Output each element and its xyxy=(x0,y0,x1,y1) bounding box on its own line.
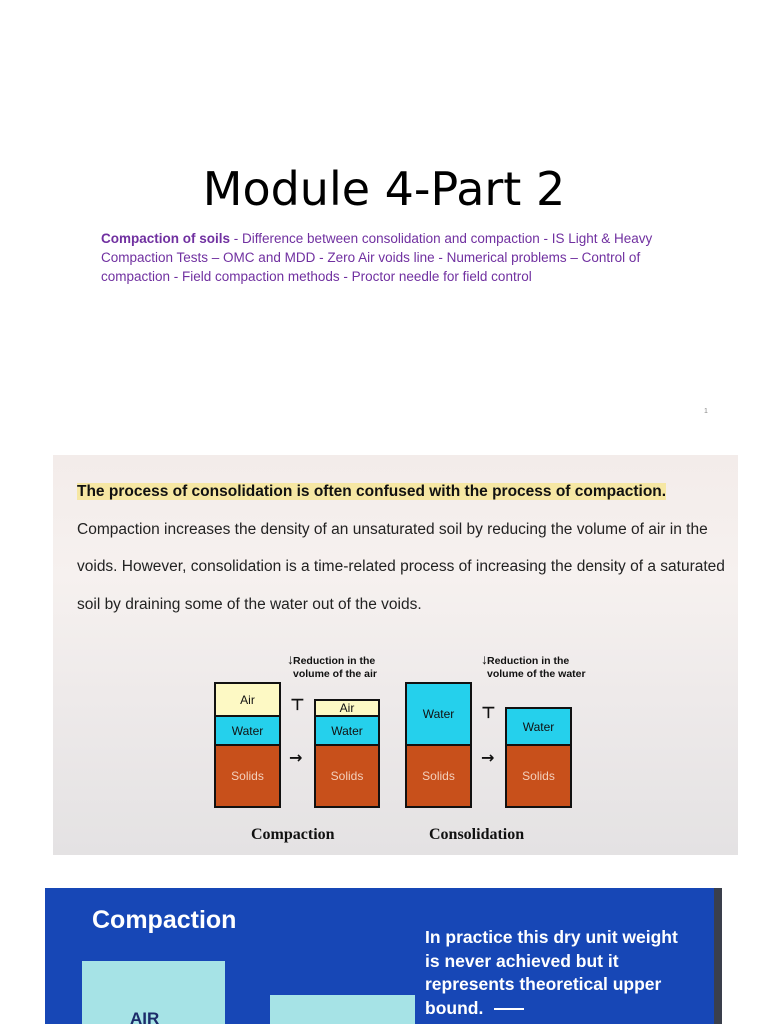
right-arrow-icon: → xyxy=(481,748,495,767)
compaction-after-air: Air xyxy=(314,699,380,717)
air-box-label: AIR xyxy=(130,1009,160,1024)
note-air-reduction: ↓ Reduction in the volume of the air xyxy=(287,651,378,680)
phase-box xyxy=(270,995,415,1024)
slide3-note xyxy=(425,926,695,1020)
down-arrow-icon: ↓ xyxy=(481,651,488,667)
consolidation-before-water: Water xyxy=(405,682,472,746)
syllabus-details: - Difference between consolidation and compaction - IS Light & Heavy Compaction Tests – OMC and MDD - Zero Air voids line - Numerical problems – Control of compaction - Field compaction methods - Proctor needle for field control xyxy=(101,231,653,284)
note-water-reduction: ↓ Reduction in the volume of the water xyxy=(481,651,586,680)
syllabus-topic: Compaction of soils xyxy=(101,231,231,246)
slide-title xyxy=(0,0,768,430)
lead-highlight: The process of consolidation is often confused with the process of compaction. xyxy=(77,483,667,500)
compaction-before-air: Air xyxy=(214,682,281,717)
compaction-before-solids: Solids xyxy=(214,744,281,808)
slide-consolidation-vs-compaction xyxy=(53,455,738,855)
down-arrow-icon: ↓ xyxy=(287,651,294,667)
air-box xyxy=(82,961,225,1024)
consolidation-before-solids: Solids xyxy=(405,744,472,808)
slide2-text xyxy=(77,473,727,623)
up-arrow-icon: ⊤ xyxy=(290,695,305,714)
slide3-title: Compaction xyxy=(92,906,237,934)
lead-sentence xyxy=(77,473,727,511)
caption-consolidation: Consolidation xyxy=(429,826,525,843)
body-paragraph: Compaction increases the density of an unsaturated soil by reducing the volume of air in the voids. However, consolidation is a time-related process of increasing the density of a saturated soil by draining some of the water out of the voids. xyxy=(77,520,725,613)
slide3-note-text: In practice this dry unit weight is never achieved but it represents theoretical upper bound. xyxy=(425,927,678,1018)
compaction-after-water: Water xyxy=(314,715,380,746)
consolidation-after-water: Water xyxy=(505,707,572,746)
pointer-arrow-icon xyxy=(494,1008,524,1010)
page-number: 1 xyxy=(704,408,708,415)
caption-compaction: Compaction xyxy=(251,826,335,843)
phase-diagram xyxy=(53,645,738,855)
compaction-before-water: Water xyxy=(214,715,281,746)
slide-compaction xyxy=(45,888,722,1024)
consolidation-after-solids: Solids xyxy=(505,744,572,808)
page-title: Module 4-Part 2 xyxy=(202,162,566,216)
up-arrow-icon: ⊤ xyxy=(481,703,496,722)
compaction-after-solids: Solids xyxy=(314,744,380,808)
right-arrow-icon: → xyxy=(289,748,303,767)
syllabus-text xyxy=(101,229,681,286)
